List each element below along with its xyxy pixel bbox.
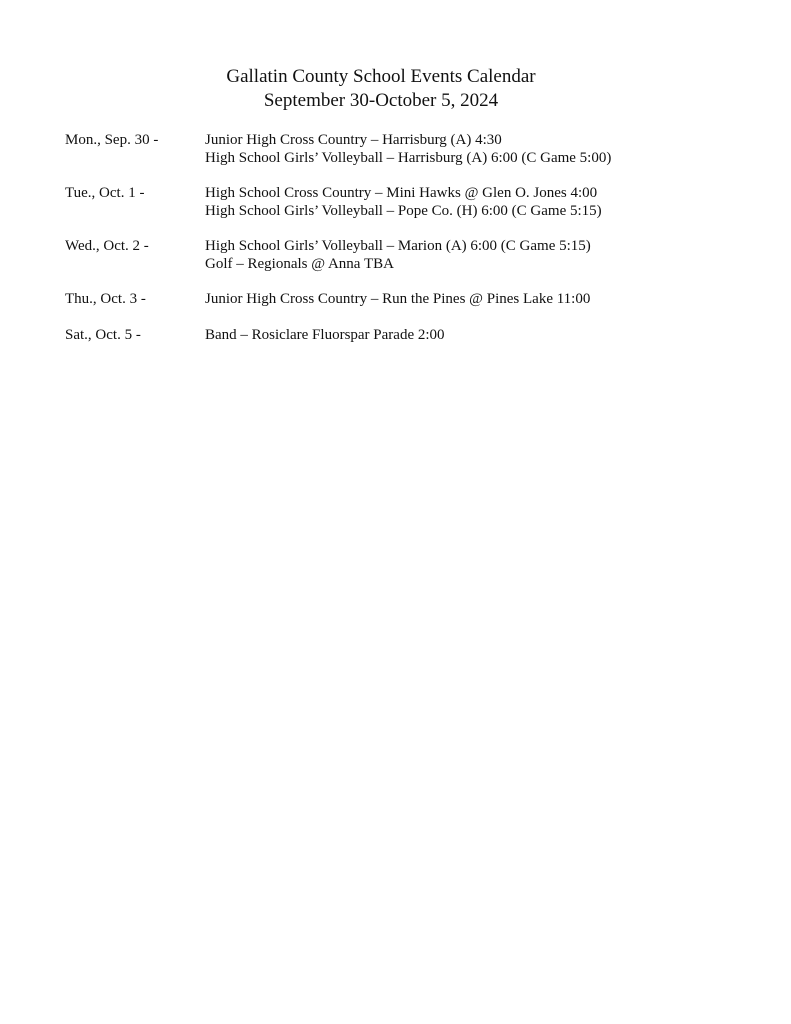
day-events <box>205 237 591 273</box>
document-title: Gallatin County School Events Calendar <box>226 66 536 87</box>
event-item: Golf – Regionals @ Anna TBA <box>205 256 394 272</box>
events-schedule <box>65 131 745 346</box>
day-row-wed-oct-2 <box>65 237 745 290</box>
day-label: Tue., Oct. 1 - <box>65 185 145 201</box>
event-item: Band – Rosiclare Fluorspar Parade 2:00 <box>205 327 445 343</box>
event-item: High School Cross Country – Mini Hawks @ Glen O. Jones 4:00 <box>205 185 598 201</box>
day-events <box>205 131 611 167</box>
event-item: High School Girls’ Volleyball – Pope Co. (H) 6:00 (C Game 5:15) <box>205 203 602 219</box>
day-label: Sat., Oct. 5 - <box>65 327 141 343</box>
title-block <box>0 65 762 113</box>
day-row-tue-oct-1 <box>65 184 745 237</box>
day-events <box>205 290 590 308</box>
event-item: High School Girls’ Volleyball – Harrisburg (A) 6:00 (C Game 5:00) <box>205 150 612 166</box>
day-events <box>205 184 602 220</box>
day-row-mon-sep-30 <box>65 131 745 184</box>
day-label: Mon., Sep. 30 - <box>65 132 159 148</box>
day-row-sat-oct-5 <box>65 326 745 346</box>
day-row-thu-oct-3 <box>65 290 745 326</box>
day-label: Wed., Oct. 2 - <box>65 238 149 254</box>
day-events <box>205 326 445 344</box>
event-item: Junior High Cross Country – Harrisburg (A) 4:30 <box>205 132 502 148</box>
event-item: High School Girls’ Volleyball – Marion (A) 6:00 (C Game 5:15) <box>205 238 591 254</box>
event-item: Junior High Cross Country – Run the Pines @ Pines Lake 11:00 <box>205 291 591 307</box>
document-subtitle: September 30-October 5, 2024 <box>263 90 499 111</box>
day-label: Thu., Oct. 3 - <box>65 291 146 307</box>
